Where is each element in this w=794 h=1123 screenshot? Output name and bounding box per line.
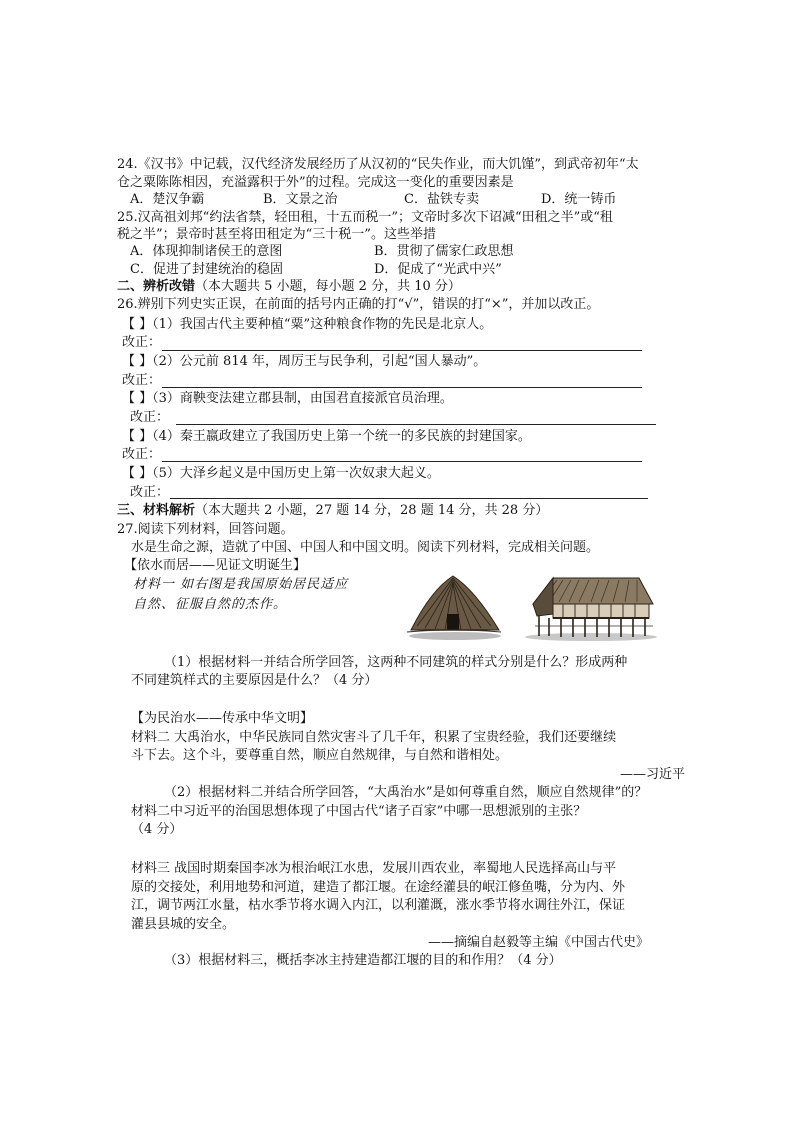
material3-source: ——摘编自赵毅等主编《中国古代史》: [428, 935, 650, 950]
q26-item-1-text: （1）我国古代主要种植“粟”这种粮食作物的先民是北京人。: [152, 317, 493, 332]
material1-line1: 材料一 如右图是我国原始居民适应: [133, 577, 349, 592]
correction-label: 改正：: [122, 447, 162, 462]
q25-option-d: D．促成了“光武中兴”: [374, 262, 502, 277]
section3-heading: 三、材料解析: [117, 503, 196, 518]
thatched-hut-icon: [407, 576, 501, 640]
correction-line-4[interactable]: [162, 461, 642, 462]
q26-item-2: [122, 353, 486, 371]
correction-label: 改正：: [130, 410, 170, 425]
q26-item-3: [122, 390, 453, 408]
q26-item-4-text: （4）秦王嬴政建立了我国历史上第一个统一的多民族的封建国家。: [152, 429, 531, 444]
answer-bracket: 【 】: [122, 391, 153, 406]
material2-line2: 斗下去。这个斗，要尊重自然，顺应自然规律，与自然和谐相处。: [131, 748, 509, 763]
q24-stem-line1: 24.《汉书》中记载，汉代经济发展经历了从汉初的“民失作业，而大饥馑”，到武帝初年“太: [117, 157, 639, 172]
subq2-line2: 材料二中习近平的治国思想体现了中国古代“诸子百家”中哪一思想派别的主张？: [131, 804, 587, 819]
section2-heading: 二、辨析改错: [117, 279, 196, 294]
answer-bracket: 【 】: [122, 429, 153, 444]
correction-line-5[interactable]: [170, 498, 648, 499]
q24-option-c: C．盐铁专卖: [404, 192, 479, 207]
material3-line1: 材料三 战国时期秦国李冰为根治岷江水患，发展川西农业，率蜀地人民选择高山与平: [131, 861, 617, 876]
section2-note: （本大题共 5 小题，每小题 2 分，共 10 分）: [195, 279, 461, 294]
material3-line4: 灌县县城的安全。: [131, 917, 236, 932]
answer-bracket: 【 】: [122, 354, 153, 369]
section3-note: （本大题共 2 小题，27 题 14 分，28 题 14 分，共 28 分）: [195, 503, 549, 518]
correction-line-3[interactable]: [176, 424, 656, 425]
section3-header: [117, 502, 548, 520]
answer-bracket: 【 】: [122, 317, 153, 332]
material3-line2: 原的交接处，利用地势和河道，建造了都江堰。在途经灌县的岷江修鱼嘴，分为内、外: [131, 880, 626, 895]
q24-option-b: B．文景之治: [263, 192, 338, 207]
correction-label: 改正：: [130, 485, 170, 500]
q24-stem-line2: 仓之粟陈陈相因，充溢露积于外”的过程。完成这一变化的重要因素是: [117, 175, 514, 190]
section2-header: [117, 278, 461, 296]
q24-option-d: D．统一铸币: [541, 192, 617, 207]
q26-item-5-text: （5）大泽乡起义是中国历史上第一次奴隶大起义。: [152, 466, 440, 481]
q25-stem-line1: 25.汉高祖刘邦“约法省禁，轻田租，十五而税一”；文帝时多次下诏减“田租之半”或“租: [117, 210, 613, 225]
q26-item-3-text: （3）商鞅变法建立郡县制，由国君直接派官员治理。: [152, 391, 453, 406]
correction-label: 改正：: [122, 373, 162, 388]
q26-item-5: [122, 465, 440, 483]
q26-item-1: [122, 316, 492, 334]
q25-option-b: B．贯彻了儒家仁政思想: [374, 244, 514, 259]
q25-option-a: A．体现抑制诸侯王的意图: [130, 244, 283, 259]
correction-line-2[interactable]: [162, 387, 642, 388]
subq1-line1: （1）根据材料一并结合所学回答，这两种不同建筑的样式分别是什么？形成两种: [164, 655, 628, 670]
correction-line-1[interactable]: [162, 350, 642, 351]
part1-title: 【依水而居——见证文明诞生】: [124, 558, 307, 573]
subq2-line1: （2）根据材料二并结合所学回答，“大禹治水”是如何尊重自然，顺应自然规律”的？: [164, 785, 648, 800]
stilt-house-icon: [525, 578, 657, 641]
correction-label: 改正：: [122, 335, 162, 350]
q26-item-4: [122, 428, 531, 446]
material2-source: ——习近平: [620, 767, 686, 782]
part2-title: 【为民治水——传承中华文明】: [131, 711, 314, 726]
q26-item-2-text: （2）公元前 814 年，周厉王与民争利，引起“国人暴动”。: [152, 354, 487, 369]
q27-intro: 水是生命之源，造就了中国、中国人和中国文明。阅读下列材料，完成相关问题。: [131, 540, 600, 555]
q26-stem: 26.辨别下列史实正误，在前面的括号内正确的打“√”，错误的打“×”，并加以改正。: [117, 297, 600, 312]
primitive-dwellings-illustration: [403, 570, 661, 642]
subq2-line3: （4 分）: [131, 822, 183, 837]
q27-stem: 27.阅读下列材料，回答问题。: [117, 522, 294, 537]
q25-stem-line2: 税之半”；景帝时甚至将田租定为“三十税一”。这些举措: [117, 227, 436, 242]
material3-line3: 江，调节两江水量，枯水季节将水调入内江，以利灌溉，涨水季节将水调往外江，保证: [131, 898, 626, 913]
subq1-line2: 不同建筑样式的主要原因是什么？（4 分）: [131, 673, 378, 688]
q24-option-a: A．楚汉争霸: [130, 192, 205, 207]
subq3-line1: （3）根据材料三，概括李冰主持建造都江堰的目的和作用？（4 分）: [164, 953, 562, 968]
answer-bracket: 【 】: [122, 466, 153, 481]
material2-line1: 材料二 大禹治水，中华民族同自然灾害斗了几千年，积累了宝贵经验，我们还要继续: [131, 730, 617, 745]
material1-line2: 自然、征服自然的杰作。: [133, 597, 288, 612]
q25-option-c: C．促进了封建统治的稳固: [130, 262, 283, 277]
